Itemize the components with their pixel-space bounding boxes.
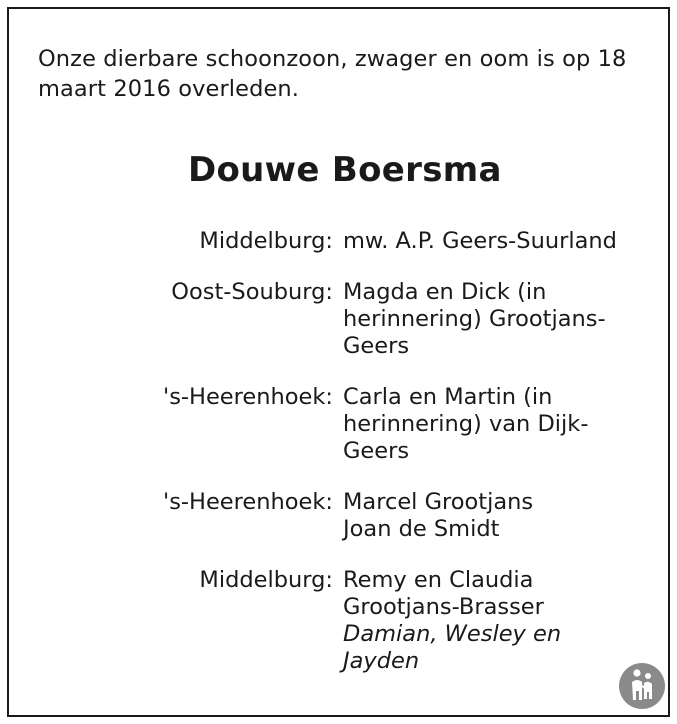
entry-name-line: Geers <box>343 333 410 359</box>
entry-place: 's-Heerenhoek: <box>163 489 333 515</box>
entry-name-line: Marcel Grootjans <box>343 489 534 515</box>
relative-entry <box>0 384 677 465</box>
memorial-figures-icon <box>618 662 666 710</box>
entry-place: Middelburg: <box>199 228 333 254</box>
entry-names <box>343 279 643 360</box>
relative-entry <box>0 228 677 255</box>
relative-entry <box>0 489 677 543</box>
entry-name-line: Remy en Claudia <box>343 567 534 593</box>
entry-name-line: Carla en Martin (in <box>343 384 553 410</box>
entry-name-line: Joan de Smidt <box>343 516 500 542</box>
entry-place: 's-Heerenhoek: <box>163 384 333 410</box>
entry-name-line: Geers <box>343 438 410 464</box>
entry-name-line: Grootjans-Brasser <box>343 594 544 620</box>
entry-grandchildren-line: Damian, Wesley en <box>343 621 562 647</box>
relative-entry <box>0 567 677 675</box>
entry-name-line: herinnering) Grootjans- <box>343 306 606 332</box>
entry-place: Middelburg: <box>199 567 333 593</box>
entry-names <box>343 567 643 675</box>
relative-entry <box>0 279 677 360</box>
intro-line-2: maart 2016 overleden. <box>38 76 300 102</box>
entry-names <box>343 384 643 465</box>
entry-names <box>343 489 643 543</box>
entry-name-line: Magda en Dick (in <box>343 279 547 305</box>
entry-grandchildren-line: Jayden <box>343 648 420 674</box>
deceased-name: Douwe Boersma <box>188 150 502 190</box>
entry-place: Oost-Souburg: <box>171 279 333 305</box>
intro-text <box>38 44 638 104</box>
relatives-list <box>0 228 677 699</box>
intro-line-1: Onze dierbare schoonzoon, zwager en oom is op 18 <box>38 46 627 72</box>
entry-name-line: mw. A.P. Geers-Suurland <box>343 228 617 254</box>
entry-name-line: herinnering) van Dijk- <box>343 411 589 437</box>
entry-names <box>343 228 643 255</box>
